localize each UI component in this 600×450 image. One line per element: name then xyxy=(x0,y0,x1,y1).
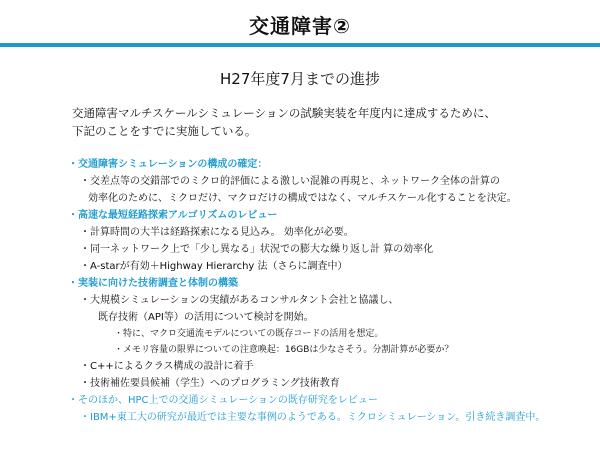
slide-subtitle: H27年度7月までの進捗 xyxy=(220,70,380,88)
list-item-continuation: 既存技術（API等）の活用について検討を開始。 xyxy=(98,312,314,323)
list-item: ・同一ネットワーク上で「少し異なる」状況での膨大な繰り返し計 算の効率化 xyxy=(80,244,434,255)
section-heading: ・実装に向けた技術調査と体制の構築 xyxy=(68,278,238,289)
sub-list-item: ・特に、マクロ交通流モデルについての既存コードの活用を想定。 xyxy=(114,329,384,339)
list-item: ・技術補佐要員候補（学生）へのプログラミング技術教育 xyxy=(80,378,340,389)
intro-line: 下記のことをすでに実施している。 xyxy=(72,124,257,138)
section-heading: ・交通障害シミュレーションの構成の確定： xyxy=(68,159,268,170)
section-heading: ・高速な最短経路探索アルゴリズムのレビュー xyxy=(68,210,278,221)
slide-title: 交通障害② xyxy=(249,14,351,38)
sub-list-item: ・メモリ容量の限界についての注意喚起：16GBは少なさそう。分割計算が必要か？ xyxy=(114,345,454,355)
section-heading: ・そのほか、HPC上での交通シミュレーションの既存研究をレビュー xyxy=(68,395,378,406)
list-item: ・IBM+東工大の研究が最近では主要な事例のようである。ミクロシミュレーション。引き続き調査中。 xyxy=(80,412,546,423)
list-item: ・計算時間の大半は経路探索になる見込み。 効率化が必要。 xyxy=(80,227,354,238)
list-item-continuation: 効率化のために、ミクロだけ、マクロだけの構成ではなく、マルチスケール化することを決定。 xyxy=(88,193,517,204)
list-item: ・C++によるクラス構成の設計に着手 xyxy=(80,361,254,372)
title-underline xyxy=(0,43,600,47)
intro-line: 交通障害マルチスケールシミュレーションの試験実装を年度内に達成するために、 xyxy=(72,106,496,120)
intro-paragraph xyxy=(72,104,572,140)
list-item: ・交差点等の交錯部でのミクロ的評価による激しい混雑の再現と、ネットワーク全体の計算の xyxy=(80,176,500,187)
list-item: ・大規模シミュレーションの実績があるコンサルタント会社と協議し、 xyxy=(80,295,399,306)
progress-list xyxy=(68,156,588,426)
list-item: ・A-starが有効＋Highway Hierarchy 法（さらに調査中） xyxy=(80,261,348,272)
